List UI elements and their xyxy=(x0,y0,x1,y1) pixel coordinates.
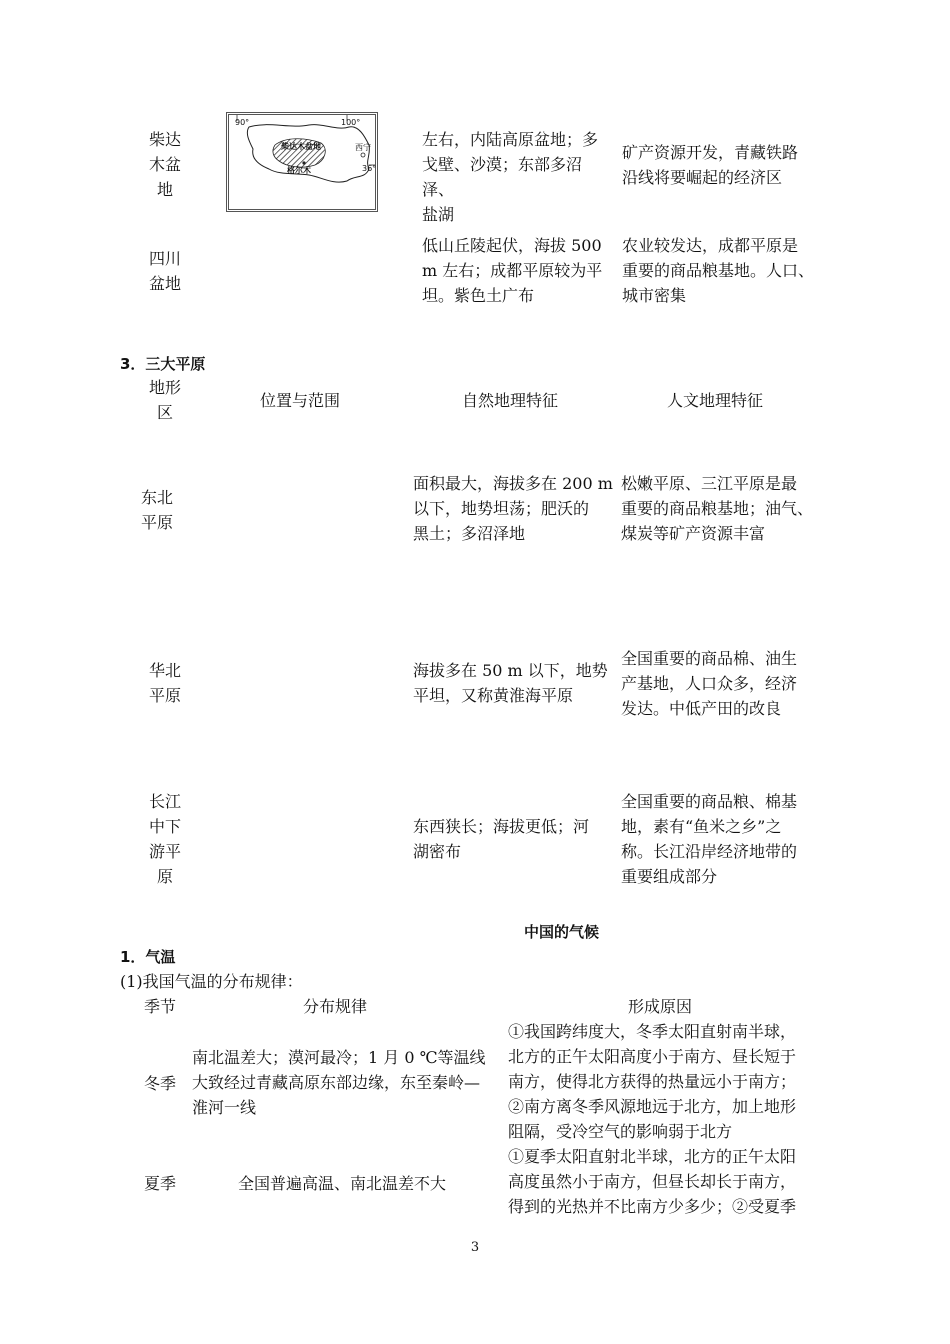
plain-name: 长江 中下 游平 原 xyxy=(148,792,181,886)
map-city-label: 格尔木 xyxy=(287,166,311,175)
map-lon-left: 90° xyxy=(235,118,250,127)
season-cause: ①我国跨纬度大，冬季太阳直射南半球， 北方的正午太阳高度小于南方、昼长短于 南方，使得北方获得的热量远小于南方； ②南方离冬季风源地远于北方，加上地形 阻隔，受冷空气的影响弱于北方 xyxy=(508,1022,797,1141)
season-name: 夏季 xyxy=(143,1174,176,1193)
map-outline xyxy=(229,115,375,209)
basin-human: 农业较发达，成都平原是 重要的商品粮基地。人口、 城市密集 xyxy=(622,236,815,305)
season-pattern: 全国普遍高温、南北温差不大 xyxy=(237,1174,446,1193)
basin-human: 矿产资源开发，青藏铁路 沿线将要崛起的经济区 xyxy=(622,143,799,187)
map-basin-label: 柴达木盆地 xyxy=(281,142,321,151)
chapter-title: 中国的气候 xyxy=(524,923,600,941)
page-number: 3 xyxy=(470,1240,480,1255)
plain-human: 全国重要的商品棉、油生 产基地，人口众多，经济 发达。中低产田的改良 xyxy=(621,649,798,718)
season-name: 冬季 xyxy=(143,1074,176,1093)
basin-name: 柴达 木盆 地 xyxy=(148,130,181,199)
header-location: 位置与范围 xyxy=(259,391,340,410)
basin-natural: 低山丘陵起伏，海拔 500 m 左右；成都平原较为平 坦。紫色土广布 xyxy=(422,236,603,305)
header-human: 人文地理特征 xyxy=(666,391,763,410)
plain-human: 松嫩平原、三江平原是最 重要的商品粮基地；油气、 煤炭等矿产资源丰富 xyxy=(621,474,814,543)
plain-name: 华北 平原 xyxy=(148,661,181,705)
plain-natural: 海拔多在 50 m 以下，地势 平坦，又称黄淮海平原 xyxy=(413,661,608,705)
plain-human: 全国重要的商品粮、棉基 地，素有“鱼米之乡”之 称。长江沿岸经济地带的 重要组成部分 xyxy=(621,792,798,886)
city-dot xyxy=(302,161,305,164)
header-natural: 自然地理特征 xyxy=(461,391,558,410)
map-city-label: 西宁 xyxy=(355,143,371,152)
map-lon-right: 100° xyxy=(341,118,361,127)
map-lat-label: 36° xyxy=(362,164,377,173)
city-dot xyxy=(361,153,365,157)
section-heading: 3．三大平原 xyxy=(120,355,206,373)
header-area: 地形 区 xyxy=(148,378,181,422)
plain-name: 东北 平原 xyxy=(140,488,173,532)
qaidam-basin-map xyxy=(226,112,378,212)
header-cause: 形成原因 xyxy=(627,997,692,1016)
season-pattern: 南北温差大；漠河最冷；1 月 0 ℃等温线 大致经过青藏高原东部边缘，东至秦岭— 淮河一线 xyxy=(192,1048,486,1117)
section-heading: 1．气温 xyxy=(120,948,176,966)
basin-name: 四川 盆地 xyxy=(148,249,181,293)
basin-natural: 左右，内陆高原盆地；多 戈壁、沙漠；东部多沼泽、 盐湖 xyxy=(422,130,599,224)
subsection-heading: (1)我国气温的分布规律： xyxy=(120,972,303,991)
plain-natural: 面积最大，海拔多在 200 m 以下，地势坦荡；肥沃的 黑土；多沼泽地 xyxy=(413,474,613,543)
season-cause: ①夏季太阳直射北半球，北方的正午太阳 高度虽然小于南方，但昼长却长于南方， 得到的光热并不比南方少多少；②受夏季 xyxy=(508,1147,797,1216)
header-season: 季节 xyxy=(143,997,176,1016)
header-pattern: 分布规律 xyxy=(302,997,367,1016)
plain-natural: 东西狭长；海拔更低；河 湖密布 xyxy=(413,817,590,861)
